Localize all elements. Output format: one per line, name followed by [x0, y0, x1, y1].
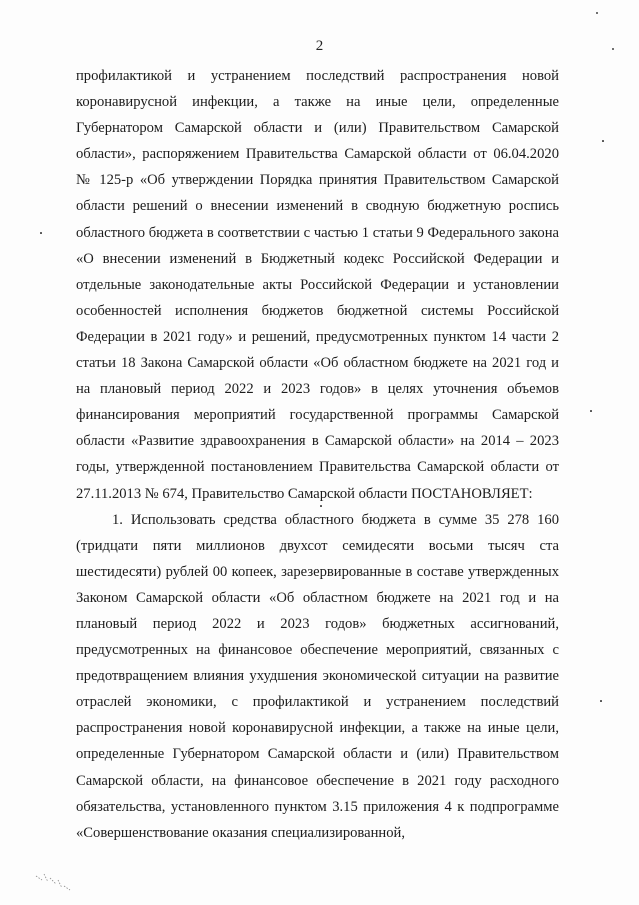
scan-speck: [600, 700, 602, 702]
paragraph-clause-1: 1. Использовать средства областного бюджета в сумме 35 278 160 (тридцати пяти миллионов двухсот семидесяти восьми тысяч ста шестидесяти) рублей 00 копеек, зарезервированные в составе утвержденных Законом Самарской области «Об областном бюджете на 2021 год и на плановый период 2022 и 2023 годов» бюджетных ассигнований, предусмотренных на финансовое обеспечение мероприятий, связанных с предотвращением влияния ухудшения экономической ситуации на развитие отраслей экономики, с профилактикой и устранением последствий распространения новой коронавирусной инфекции, а также на иные цели, определенные Губернатором Самарской области и (или) Правительством Самарской области, на финансовое обеспечение в 2021 году расходного обязательства, установленного пунктом 3.15 приложения 4 к подпрограмме «Совершенствование оказания специализированной,: [76, 511, 559, 841]
scan-artifact-mark: [34, 868, 84, 894]
scan-speck: [40, 232, 42, 234]
scan-speck: [590, 410, 592, 412]
scan-speck: [602, 140, 604, 142]
page-number: 2: [315, 38, 324, 54]
scan-speck: [320, 505, 322, 507]
document-body: [76, 63, 559, 846]
scan-speck: [596, 12, 598, 14]
paragraph-preamble: профилактикой и устранением последствий распространения новой коронавирусной инфекции, а также на иные цели, определенные Губернатором Самарской области и (или) Правительством Самарской области», распоряжением Правительства Самарской области от 06.04.2020 № 125-р «Об утверждении Порядка принятия Правительством Самарской области решений о внесении изменений в сводную бюджетную роспись областного бюджета в соответствии с частью 1 статьи 9 Федерального закона «О внесении изменений в Бюджетный кодекс Российской Федерации и отдельные законодательные акты Российской Федерации и установлении особенностей исполнения бюджетов бюджетной системы Российской Федерации в 2021 году» и решений, предусмотренных пунктом 14 части 2 статьи 18 Закона Самарской области «Об областном бюджете на 2021 год и на плановый период 2022 и 2023 годов» в целях уточнения объемов финансирования мероприятий государственной программы Самарской области «Развитие здравоохранения в Самарской области» на 2014 – 2023 годы, утвержденной постановлением Правительства Самарской области от 27.11.2013 № 674, Правительство Самарской области ПОСТАНОВЛЯЕТ:: [76, 68, 559, 502]
scan-speck: [612, 48, 614, 50]
